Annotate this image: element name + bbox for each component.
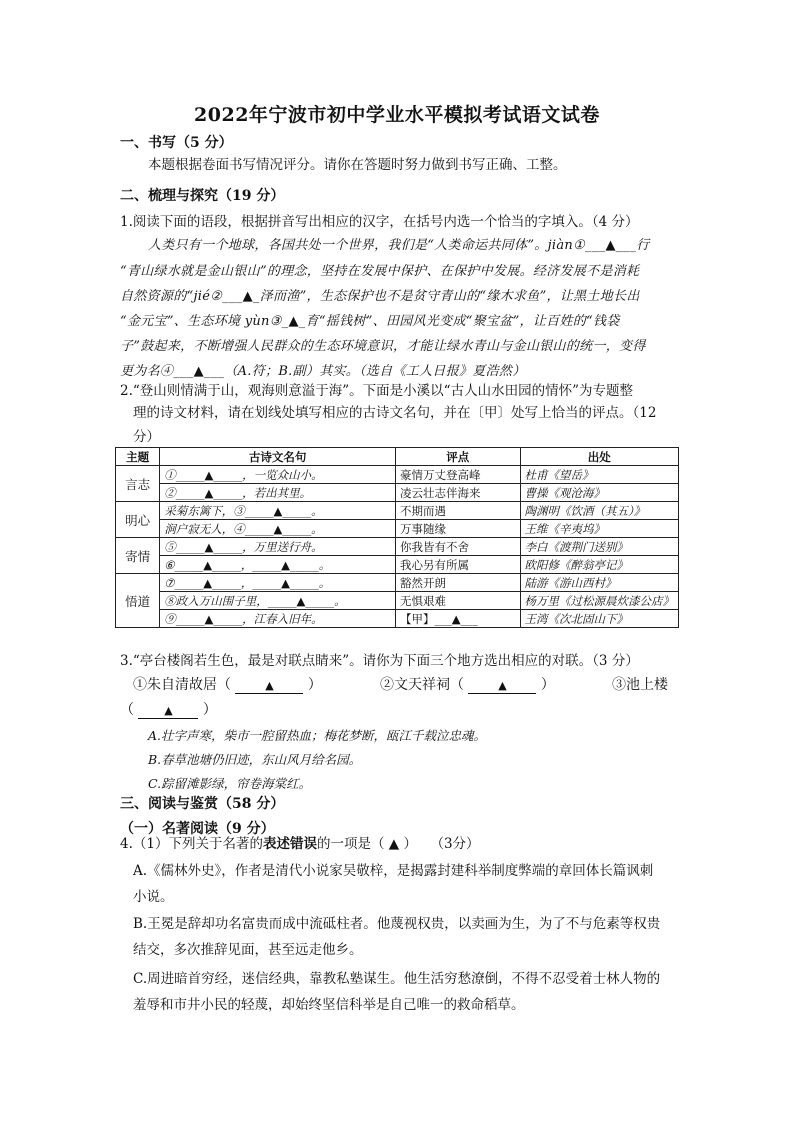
- answer-blank[interactable]: [235, 677, 303, 694]
- q3-option-b: B.春草池塘仍旧迹，东山风月给名园。: [148, 752, 362, 767]
- section3-heading: 三、阅读与鉴赏（58 分）: [120, 796, 285, 812]
- close-paren: ）: [540, 677, 555, 693]
- source-cell: 王维《辛夷坞》: [520, 520, 679, 538]
- comment-cell: 你我皆有不舍: [395, 538, 520, 556]
- poem-line-cell[interactable]: ⑦_____▲_____，_____▲_____。: [160, 574, 396, 592]
- header-comment: 评点: [395, 448, 520, 466]
- close-paren: ）: [202, 702, 217, 718]
- source-cell: 杜甫《望岳》: [520, 466, 679, 484]
- triangle-icon: ▲: [265, 679, 274, 692]
- theme-cell: 悟道: [116, 574, 160, 628]
- q4-prompt-emphasis: 表述错误: [262, 836, 317, 852]
- open-paren: （: [120, 702, 134, 718]
- table-row: [116, 556, 679, 574]
- place-label: ①朱自清故居（: [133, 677, 231, 693]
- header-source: 出处: [520, 448, 679, 466]
- comment-cell: 无惧艰难: [395, 592, 520, 610]
- table-row: [116, 574, 679, 592]
- poem-line-cell[interactable]: ⑤_____▲_____，万里送行舟。: [160, 538, 396, 556]
- table-row: [116, 502, 679, 520]
- source-cell: 杨万里《过松源晨炊漆公店》: [520, 592, 679, 610]
- q4-prompt-post: 的一项是（ ▲ ） （3分）: [316, 836, 480, 852]
- header-line: 古诗文名句: [160, 448, 396, 466]
- q2-prompt-1: 2.“登山则情满于山，观海则意溢于海”。下面是小溪以“古人山水田园的情怀”为专题整: [120, 383, 633, 399]
- q3-option-a: A.壮字声寒，柴市一腔留热血；梅花梦断，瓯江千载泣忠魂。: [148, 728, 487, 743]
- q1-line-4: “金元宝”、生态环境 yùn③_▲_育“摇钱树”、田园风光变成“聚宝盆”，让百姓的“钱袋: [120, 314, 620, 329]
- comment-cell: 豪情万丈登高峰: [395, 466, 520, 484]
- q1-line-1: 人类只有一个地球，各国共处一个世界，我们是“人类命运共同体”。jiàn①___▲___行: [148, 238, 650, 253]
- q2-prompt-3: 分）: [133, 429, 160, 445]
- q1-prompt: 1.阅读下面的语段，根据拼音写出相应的汉字，在括号内选一个恰当的字填入。（4 分）: [120, 214, 639, 230]
- table-row: [116, 520, 679, 538]
- q3-place-2: [380, 674, 555, 694]
- triangle-icon: ▲: [164, 704, 173, 717]
- q4-prompt: [120, 831, 480, 858]
- poem-line-cell[interactable]: ⑧政入万山围子里，_____▲_____。: [160, 592, 396, 610]
- theme-cell: 寄情: [116, 538, 160, 574]
- poem-table: [115, 447, 679, 628]
- page-title: 2022年宁波市初中学业水平模拟考试语文试卷: [194, 104, 600, 126]
- q4-option-c-2: 羞辱和市井小民的轻蔑，却始终坚信科举是自己唯一的救命稻草。: [133, 997, 525, 1013]
- q4-option-b-2: 结交，多次推辞见面，甚至远走他乡。: [133, 942, 363, 958]
- q3-place-3-answer: [120, 699, 217, 719]
- comment-cell: 豁然开朗: [395, 574, 520, 592]
- triangle-icon: ▲: [498, 679, 507, 692]
- answer-blank[interactable]: [468, 677, 536, 694]
- poem-line-cell[interactable]: ⑥_____▲_____，_____▲_____。: [160, 556, 396, 574]
- comment-cell: 不期而遇: [395, 502, 520, 520]
- q4-option-b-1: B.王冕是辞却功名富贵而成中流砥柱者。他蔑视权贵，以卖画为生，为了不与危素等权贵: [133, 916, 661, 932]
- source-cell: 陆游《游山西村》: [520, 574, 679, 592]
- place-label: ②文天祥祠（: [380, 677, 464, 693]
- source-cell: 曹操《观沧海》: [520, 484, 679, 502]
- section1-heading: 一、书写（5 分）: [120, 135, 233, 151]
- q2-prompt-2: 理的诗文材料，请在划线处填写相应的古诗文名句，并在〔甲〕处写上恰当的评点。（12: [133, 405, 657, 421]
- answer-blank[interactable]: [138, 702, 198, 719]
- source-cell: 李白《渡荆门送别》: [520, 538, 679, 556]
- source-cell: 王湾《次北固山下》: [520, 610, 679, 628]
- table-row: [116, 538, 679, 556]
- poem-line-cell[interactable]: 采菊东篱下，③_____▲_____。: [160, 502, 396, 520]
- section1-body: 本题根据卷面书写情况评分。请你在答题时努力做到书写正确、工整。: [148, 157, 567, 173]
- q3-option-c: C.踪留滩影绿，帘卷海棠红。: [148, 776, 312, 791]
- table-header-row: [116, 448, 679, 466]
- comment-cell: 凌云壮志伴海来: [395, 484, 520, 502]
- q3-place-3: [612, 674, 668, 694]
- comment-cell: 我心另有所属: [395, 556, 520, 574]
- section3-subheading: （一）名著阅读（9 分）: [120, 821, 275, 837]
- q1-line-6: 更为名④___▲___（A.符；B.副）其实。（选自《工人日报》夏浩然）: [120, 364, 526, 379]
- table-row: [116, 484, 679, 502]
- poem-line-cell[interactable]: ②_____▲_____，若出其里。: [160, 484, 396, 502]
- poem-line-cell[interactable]: ①_____▲_____，一览众山小。: [160, 466, 396, 484]
- place-label: ③池上楼: [612, 677, 668, 693]
- table-row: [116, 466, 679, 484]
- q4-prompt-pre: 4.（1）下列关于名著的: [120, 836, 263, 852]
- q4-option-a-2: 小说。: [133, 889, 174, 905]
- theme-cell: 明心: [116, 502, 160, 538]
- q1-line-2: “青山绿水就是金山银山”的理念，坚持在发展中保护、在保护中发展。经济发展不是消耗: [120, 264, 640, 279]
- comment-cell[interactable]: 【甲】___▲___: [395, 610, 520, 628]
- close-paren: ）: [307, 677, 322, 693]
- q1-line-5: 子”鼓起来，不断增强人民群众的生态环境意识，才能让绿水青山与金山银山的统一，变得: [120, 339, 646, 354]
- q1-line-3: 自然资源的“jié②___▲_泽而渔”，生态保护也不是贫守青山的“缘木求鱼”，让黑土地长出: [120, 289, 640, 304]
- poem-line-cell[interactable]: 涧户寂无人，④_____▲_____。: [160, 520, 396, 538]
- q4-option-c-1: C.周进暗首穷经，迷信经典，靠教私塾谋生。他生活穷愁潦倒，不得不忍受着士林人物的: [133, 971, 661, 987]
- source-cell: 欧阳修《醉翁亭记》: [520, 556, 679, 574]
- q3-prompt: 3.“亭台楼阁若生色，最是对联点睛来”。请你为下面三个地方选出相应的对联。（3 分）: [120, 653, 639, 669]
- header-theme: 主题: [116, 448, 160, 466]
- comment-cell: 万事随缘: [395, 520, 520, 538]
- poem-line-cell[interactable]: ⑨_____▲_____，江春入旧年。: [160, 610, 396, 628]
- q4-option-a-1: A.《儒林外史》，作者是清代小说家吴敬梓，是揭露封建科举制度弊端的章回体长篇讽刺: [133, 863, 654, 879]
- theme-cell: 言志: [116, 466, 160, 502]
- source-cell: 陶渊明《饮酒（其五）》: [520, 502, 679, 520]
- section2-heading: 二、梳理与探究（19 分）: [120, 188, 285, 204]
- table-row: [116, 610, 679, 628]
- q3-place-1: [133, 674, 322, 694]
- table-row: [116, 592, 679, 610]
